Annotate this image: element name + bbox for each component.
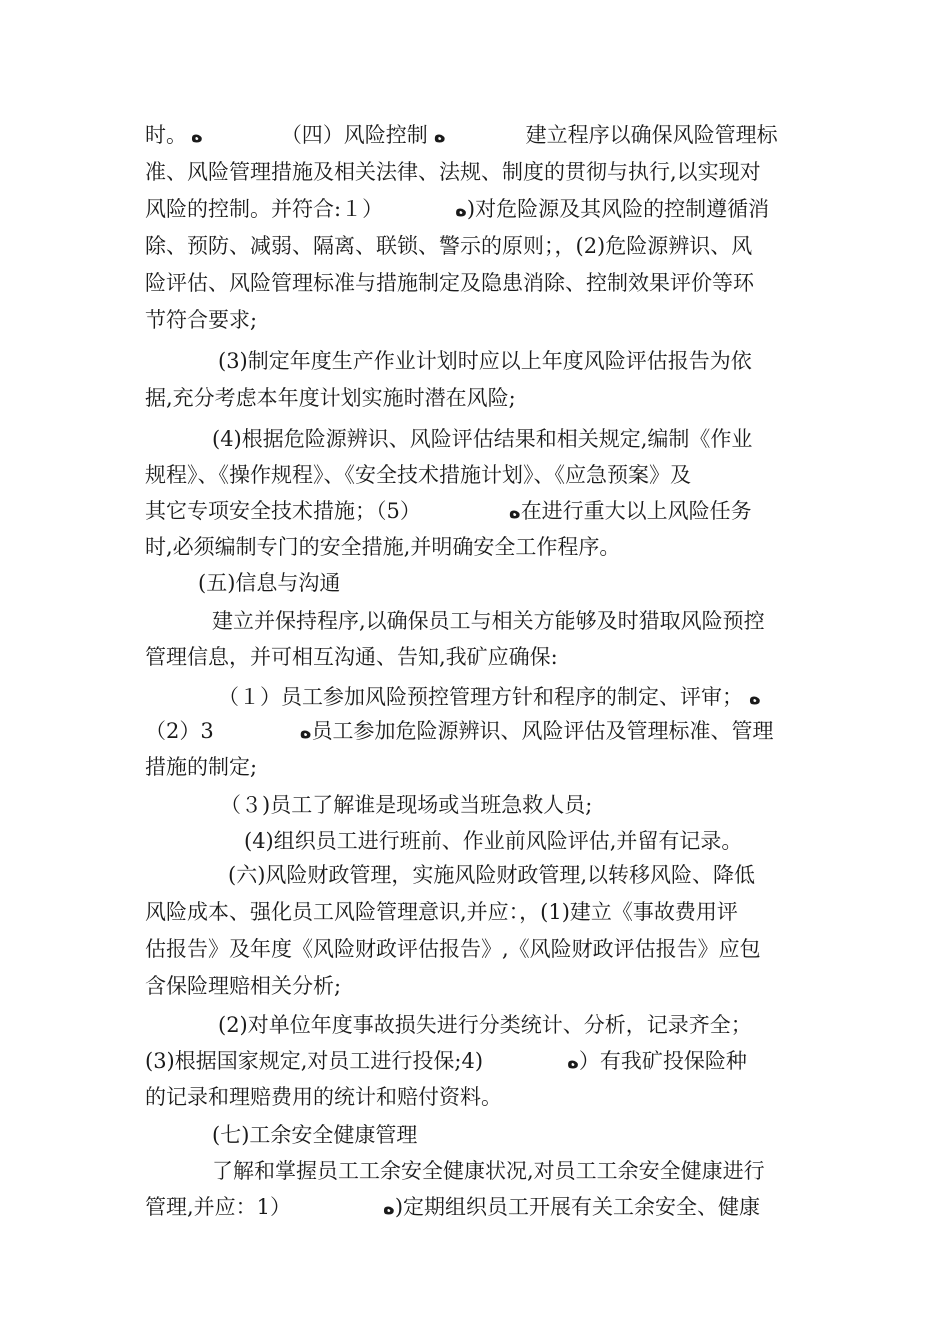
text-segment: (4)组织员工进行班前、作业前风险评估,并留有记录。 <box>244 829 743 853</box>
artifact-mark: ه <box>191 123 203 147</box>
text-line <box>145 118 810 152</box>
text-line <box>145 1190 810 1224</box>
text-segment: 其它专项安全技术措施；（5） <box>145 499 421 523</box>
section-heading: (五)信息与沟通 <box>198 571 341 595</box>
text-line <box>145 266 810 300</box>
text-line <box>145 714 810 748</box>
text-segment: 险评估、风险管理标准与措施制定及隐患消除、控制效果评价等环 <box>145 271 754 295</box>
text-line <box>145 458 810 492</box>
text-segment: 含保险理赔相关分析; <box>145 974 342 998</box>
text-line <box>145 192 810 226</box>
text-line <box>244 824 810 858</box>
text-segment: 估报告》及年度《风险财政评估报告》,《风险财政评估报告》应包 <box>145 937 761 961</box>
artifact-mark: ه <box>508 499 521 523</box>
artifact-mark: ه <box>299 719 312 743</box>
text-line <box>145 229 810 263</box>
text-line <box>145 750 810 784</box>
text-line <box>145 969 810 1003</box>
text-segment: 了解和掌握员工工余安全健康状况,对员工工余安全健康进行 <box>212 1159 765 1183</box>
artifact-mark: ه <box>455 197 467 221</box>
text-segment: （３)员工了解谁是现场或当班急救人员; <box>220 793 593 817</box>
text-segment: 的记录和理赔费用的统计和赔付资料。 <box>145 1085 502 1109</box>
text-segment: 3员工参加危险源辨识、风险评估及管理标准、管理 <box>200 719 774 743</box>
text-segment: 据,充分考虑本年度计划实施时潜在风险; <box>145 386 516 410</box>
text-line <box>145 640 810 674</box>
text-segment: 管理,并应：1） <box>145 1195 292 1219</box>
text-line <box>145 932 810 966</box>
section-heading: （四）风险控制 <box>280 123 428 147</box>
text-segment: （１）员工参加风险预控管理方针和程序的制定、评审； <box>218 685 743 709</box>
text-line <box>212 604 810 638</box>
text-line <box>145 494 810 528</box>
artifact-mark: ه <box>383 1195 395 1219</box>
text-segment: 规程》、《操作规程》、《安全技术措施计划》、《应急预案》及 <box>145 463 691 487</box>
text-segment: 时,必须编制专门的安全措施,并明确安全工作程序。 <box>145 535 621 559</box>
artifact-mark: ه <box>749 685 761 709</box>
text-segment: 风险成本、强化员工风险管理意识,并应：，(1)建立《事故费用评 <box>145 900 738 924</box>
section-heading-line <box>198 566 810 600</box>
text-line <box>218 680 810 714</box>
text-line <box>220 788 810 822</box>
text-segment: 除、预防、减弱、隔离、联锁、警示的原则；，(2)危险源辨识、风 <box>145 234 753 258</box>
text-segment: 措施的制定; <box>145 755 258 779</box>
text-segment: (六)风险财政管理，实施风险财政管理,以转移风险、降低 <box>228 863 756 887</box>
text-segment: 风险的控制。并符合:１） <box>145 197 384 221</box>
text-line <box>212 422 810 456</box>
text-segment: (3)制定年度生产作业计划时应以上年度风险评估报告为依 <box>218 349 752 373</box>
text-segment: 准、风险管理措施及相关法律、法规、制度的贯彻与执行,以实现对 <box>145 160 761 184</box>
text-line <box>145 155 810 189</box>
text-line <box>145 1044 810 1078</box>
text-segment: 建立程序以确保风险管理标 <box>525 123 778 147</box>
text-segment: 管理信息，并可相互沟通、告知,我矿应确保: <box>145 645 558 669</box>
text-segment: 在进行重大以上风险任务 <box>520 499 752 523</box>
section-heading: (七)工余安全健康管理 <box>212 1123 418 1147</box>
text-segment: (3)根据国家规定,对员工进行投保;4) <box>145 1049 484 1073</box>
text-segment: )定期组织员工开展有关工余安全、健康 <box>394 1195 761 1219</box>
text-segment: 时。 <box>145 123 187 147</box>
text-segment: (4)根据危险源辨识、风险评估结果和相关规定,编制《作业 <box>212 427 753 451</box>
artifact-mark: ه <box>567 1049 579 1073</box>
text-line <box>212 1154 810 1188</box>
text-line <box>145 1080 810 1114</box>
artifact-mark: ه <box>433 123 446 147</box>
text-segment: 建立并保持程序,以确保员工与相关方能够及时猎取风险预控 <box>212 609 765 633</box>
text-line <box>145 530 810 564</box>
text-line <box>228 858 810 892</box>
text-segment: ）有我矿投保险种 <box>578 1049 747 1073</box>
text-line <box>145 381 810 415</box>
section-heading-line <box>212 1118 810 1152</box>
text-line <box>218 344 810 378</box>
text-segment: )对危险源及其风险的控制遵循消 <box>466 197 770 221</box>
text-segment: （2） <box>145 719 201 743</box>
text-line <box>145 895 810 929</box>
text-line <box>145 303 810 337</box>
text-segment: 节符合要求; <box>145 308 258 332</box>
text-segment: (2)对单位年度事故损失进行分类统计、分析，记录齐全； <box>218 1013 752 1037</box>
text-line <box>218 1008 810 1042</box>
